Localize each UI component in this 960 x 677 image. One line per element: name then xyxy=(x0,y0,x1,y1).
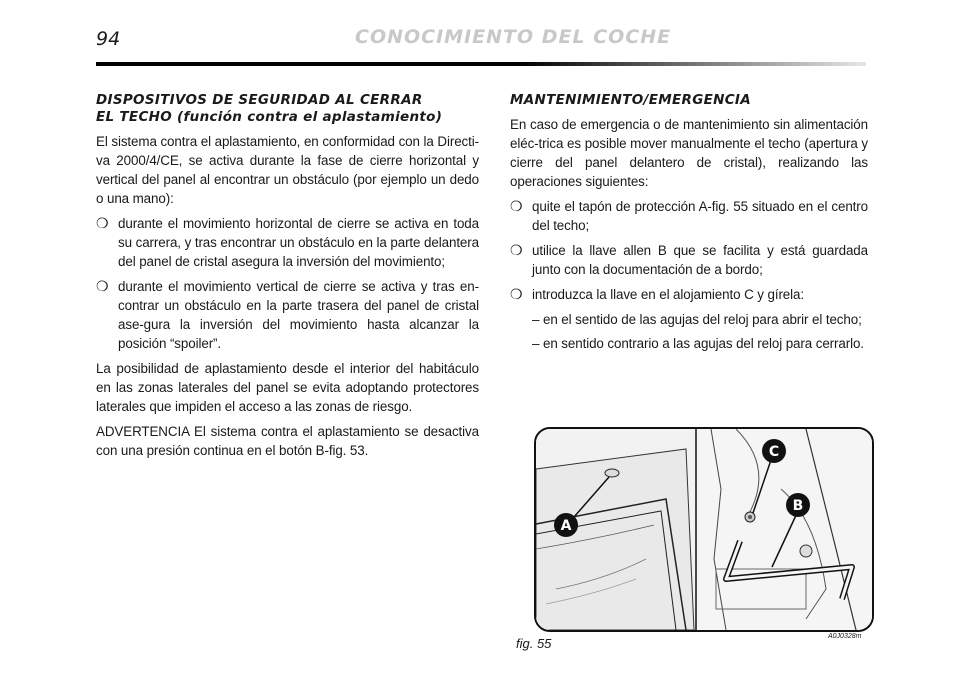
header-rule xyxy=(96,62,866,66)
left-intro: El sistema contra el aplastamiento, en conformidad con la Directi-va 2000/4/CE, se activa durante la fase de cierre horizontal y vertical del panel al encontrar un obstáculo (por ejemplo un dedo o una mano): xyxy=(96,134,479,206)
bullet-text: durante el movimiento horizontal de cierre se activa en toda su carrera, y tras encontrar un obstáculo en la parte delantera del panel de cristal asegura la inversión del movimiento; xyxy=(118,216,479,269)
circle-bullet-icon: ❍ xyxy=(96,278,109,294)
callout-a-label: A xyxy=(560,518,572,534)
bullet-text: quite el tapón de protección A-fig. 55 situado en el centro del techo; xyxy=(532,199,868,233)
circle-bullet-icon: ❍ xyxy=(96,215,109,231)
roof-illustration-drawing xyxy=(536,429,872,630)
left-paragraph-3: ADVERTENCIA El sistema contra el aplastamiento se desactiva con una presión continua en el botón B-fig. 53. xyxy=(96,424,479,458)
bullet-text: durante el movimiento vertical de cierre se activa y tras en-contrar un obstáculo en la parte trasera del panel de cristal ase-gura la inversión del movimiento hasta alcanzar la posición “spoiler”. xyxy=(118,279,479,351)
bullet-text: utilice la llave allen B que se facilita y está guardada junto con la documentación de a bordo; xyxy=(532,243,868,277)
bullet-item xyxy=(510,197,868,235)
right-intro: En caso de emergencia o de mantenimiento sin alimentación eléc-trica es posible mover manualmente el techo (apertura y cierre del panel delantero de cristal), realizando las operaciones siguientes: xyxy=(510,117,868,189)
roof-illustration xyxy=(534,427,874,632)
right-column xyxy=(510,92,868,358)
callout-b-label: B xyxy=(792,498,804,514)
left-heading-line1: DISPOSITIVOS DE SEGURIDAD AL CERRAR xyxy=(96,92,423,108)
dash-item: – en sentido contrario a las agujas del reloj para cerrarlo. xyxy=(532,336,864,351)
page-number: 94 xyxy=(96,28,121,50)
section-title: CONOCIMIENTO DEL COCHE xyxy=(355,26,672,48)
bullet-text: introduzca la llave en el alojamiento C y gírela: xyxy=(532,287,804,302)
bullet-item xyxy=(510,241,868,279)
circle-bullet-icon: ❍ xyxy=(510,242,523,258)
left-column xyxy=(96,92,479,466)
bullet-item xyxy=(510,285,868,304)
circle-bullet-icon: ❍ xyxy=(510,198,523,214)
right-heading: MANTENIMIENTO/EMERGENCIA xyxy=(510,92,751,108)
left-heading xyxy=(96,92,479,126)
figure-code: A0J0328m xyxy=(828,633,862,640)
bullet-item xyxy=(96,277,479,353)
dash-item: – en el sentido de las agujas del reloj para abrir el techo; xyxy=(532,312,862,327)
figure-caption: fig. 55 xyxy=(516,636,552,651)
circle-bullet-icon: ❍ xyxy=(510,286,523,302)
callout-c-label: C xyxy=(768,444,780,460)
left-paragraph-2: La posibilidad de aplastamiento desde el interior del habitáculo en las zonas laterales del panel se evita adoptando protectores laterales que impiden el acceso a las zonas de riesgo. xyxy=(96,361,479,414)
left-heading-line2: EL TECHO (función contra el aplastamiento) xyxy=(96,109,443,125)
bullet-item xyxy=(96,214,479,271)
